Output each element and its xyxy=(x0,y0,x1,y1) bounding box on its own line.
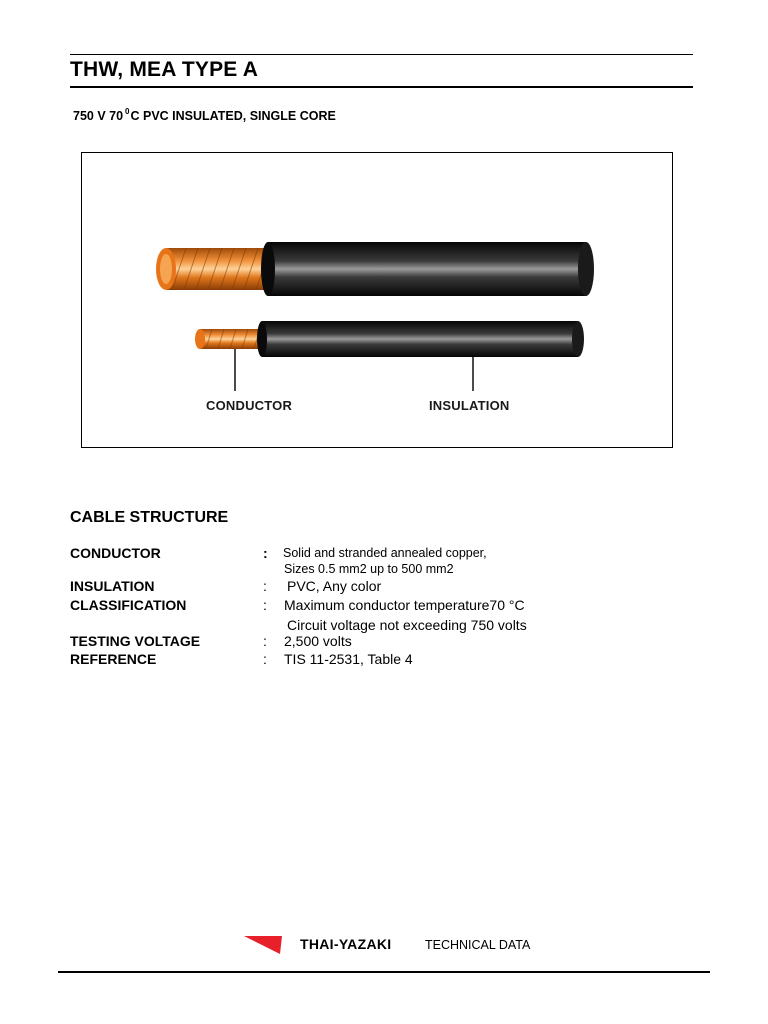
cable-figure xyxy=(81,152,673,448)
cable-illustration xyxy=(82,153,674,449)
large-cable-conductor xyxy=(156,248,272,290)
spec-label-insulation: INSULATION xyxy=(70,578,155,594)
spec-colon: : xyxy=(263,597,267,613)
spec-label-classification: CLASSIFICATION xyxy=(70,597,187,613)
spec-colon: : xyxy=(263,651,267,667)
spec-label-conductor: CONDUCTOR xyxy=(70,545,161,561)
spec-label-reference: REFERENCE xyxy=(70,651,157,667)
insulation-label: INSULATION xyxy=(429,398,510,413)
spec-value-conductor-line2: Sizes 0.5 mm2 up to 500 mm2 xyxy=(284,562,454,576)
subtitle-description: C PVC INSULATED, SINGLE CORE xyxy=(130,109,336,123)
title-underline xyxy=(70,86,693,88)
spec-value-conductor-line1: Solid and stranded annealed copper, xyxy=(283,546,487,560)
footer-rule xyxy=(58,971,710,973)
subtitle-voltage-temp: 750 V 70 xyxy=(73,109,124,123)
page-subtitle xyxy=(73,107,336,123)
section-heading: CABLE STRUCTURE xyxy=(70,509,229,526)
spec-value-testing-voltage: 2,500 volts xyxy=(284,633,352,649)
small-cable-insulation xyxy=(257,321,584,357)
spec-value-reference: TIS 11-2531, Table 4 xyxy=(284,651,413,667)
subtitle-degree-mark: 0 xyxy=(125,107,130,116)
spec-value-classification-line2: Circuit voltage not exceeding 750 volts xyxy=(287,617,527,633)
page-title: THW, MEA TYPE A xyxy=(70,58,259,81)
small-cable-conductor xyxy=(195,329,264,349)
footer-brand: THAI-YAZAKI xyxy=(300,936,392,952)
spec-colon: : xyxy=(263,578,267,594)
spec-colon: : xyxy=(263,633,267,649)
spec-value-insulation: PVC, Any color xyxy=(287,578,382,594)
spec-colon: : xyxy=(263,545,268,561)
red-wedge-logo-icon xyxy=(244,934,286,956)
large-cable-insulation xyxy=(261,242,594,296)
top-rule xyxy=(70,54,693,55)
conductor-label: CONDUCTOR xyxy=(206,398,293,413)
spec-value-classification-line1: Maximum conductor temperature70 °C xyxy=(284,597,525,613)
spec-label-testing-voltage: TESTING VOLTAGE xyxy=(70,633,201,649)
footer-tagline: TECHNICAL DATA xyxy=(425,938,531,952)
